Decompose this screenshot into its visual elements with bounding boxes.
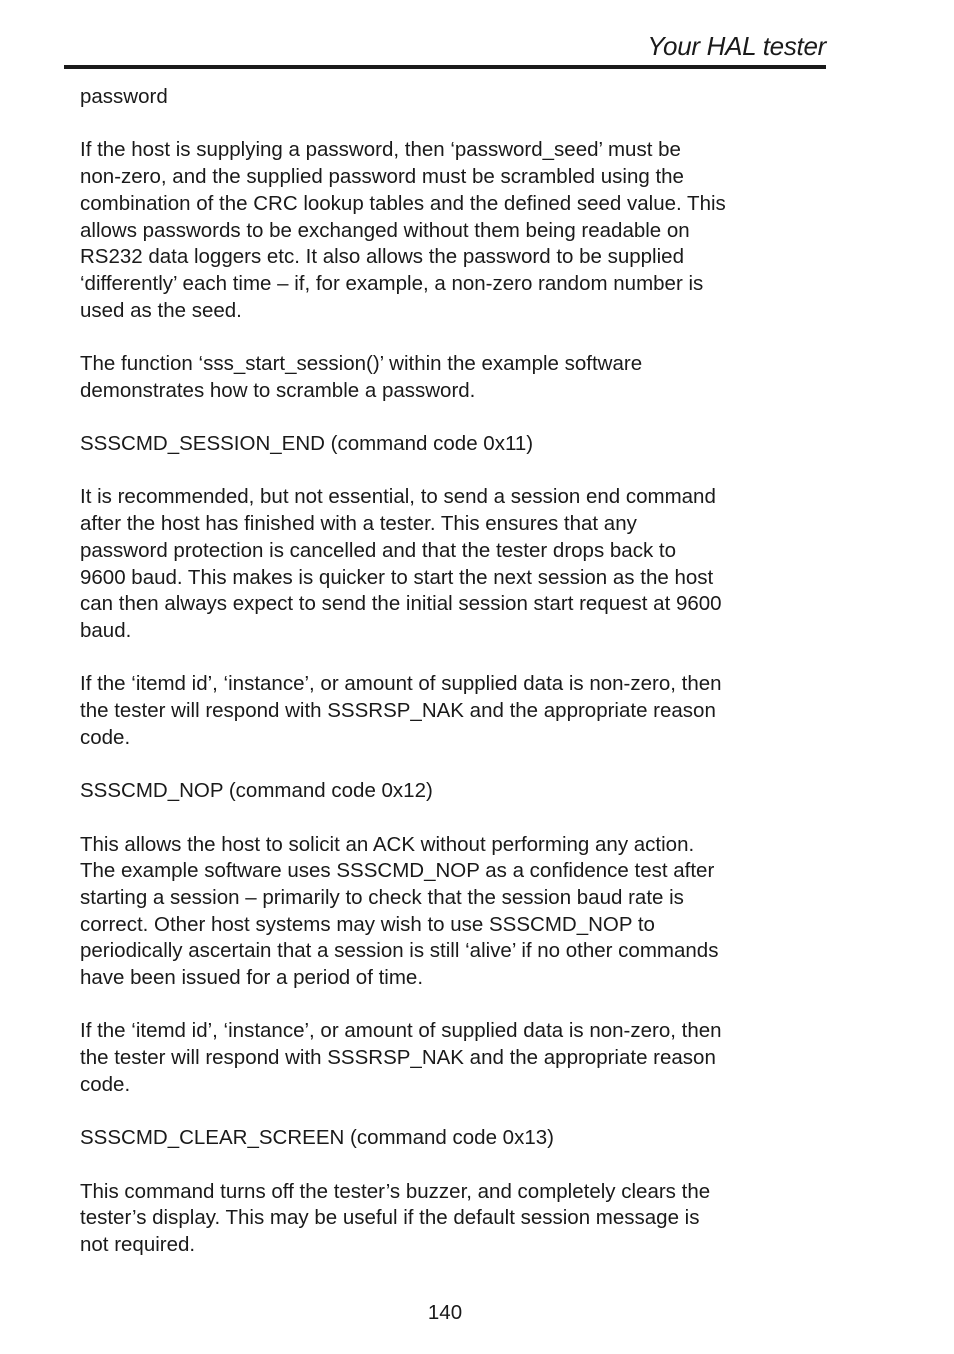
text-line: code. — [80, 725, 131, 749]
text-line: password — [80, 85, 168, 108]
text-line: 9600 baud. This makes is quicker to start the next session as the host — [80, 565, 714, 589]
header-title: Your HAL tester — [647, 31, 826, 61]
text-line: after the host has finished with a tester. This ensures that any — [80, 512, 637, 536]
text-line: SSSCMD_NOP (command code 0x12) — [80, 779, 433, 803]
text-line: can then always expect to send the initial session start request at 9600 — [80, 592, 722, 616]
text-line: used as the seed. — [80, 298, 242, 322]
paragraph — [80, 351, 825, 404]
text-line: It is recommended, but not essential, to send a session end command — [80, 485, 716, 509]
text-line: The example software uses SSSCMD_NOP as a confidence test after — [80, 859, 715, 883]
text-line: demonstrates how to scramble a password. — [80, 378, 476, 402]
text-line: the tester will respond with SSSRSP_NAK and the appropriate reason — [80, 1046, 716, 1070]
paragraph — [80, 778, 825, 805]
text-line: not required. — [80, 1233, 196, 1257]
text-line: If the host is supplying a password, then ‘password_seed’ must be — [80, 138, 681, 162]
text-line: SSSCMD_SESSION_END (command code 0x11) — [80, 432, 534, 456]
paragraph — [80, 832, 825, 992]
text-line: RS232 data loggers etc. It also allows the password to be supplied — [80, 245, 684, 269]
text-line: tester’s display. This may be useful if the default session message is — [80, 1206, 700, 1230]
text-line: ‘differently’ each time – if, for example, a non-zero random number is — [80, 271, 704, 295]
text-line: correct. Other host systems may wish to use SSSCMD_NOP to — [80, 912, 655, 936]
paragraph — [80, 1125, 825, 1152]
document-body — [80, 84, 825, 1285]
header-rule — [64, 65, 826, 69]
paragraph — [80, 84, 825, 111]
page-number: 140 — [427, 1301, 463, 1324]
text-line: the tester will respond with SSSRSP_NAK and the appropriate reason — [80, 699, 716, 723]
paragraph — [80, 137, 825, 324]
text-line: This allows the host to solicit an ACK without performing any action. — [80, 832, 695, 856]
text-line: The function ‘sss_start_session()’ within the example software — [80, 352, 643, 375]
text-line: have been issued for a period of time. — [80, 966, 424, 990]
text-line: baud. — [80, 619, 132, 642]
text-line: combination of the CRC lookup tables and the defined seed value. This — [80, 191, 726, 215]
text-line: code. — [80, 1072, 131, 1096]
page-header — [64, 26, 826, 70]
text-line: If the ‘itemd id’, ‘instance’, or amount of supplied data is non-zero, then — [80, 1019, 722, 1043]
text-line: SSSCMD_CLEAR_SCREEN (command code 0x13) — [80, 1126, 554, 1150]
text-line: starting a session – primarily to check that the session baud rate is — [80, 885, 684, 909]
paragraph — [80, 671, 825, 751]
paragraph — [80, 431, 825, 458]
text-line: allows passwords to be exchanged without them being readable on — [80, 218, 690, 242]
paragraph — [80, 484, 825, 644]
text-line: If the ‘itemd id’, ‘instance’, or amount of supplied data is non-zero, then — [80, 672, 722, 696]
paragraph — [80, 1179, 825, 1259]
text-line: non-zero, and the supplied password must be scrambled using the — [80, 165, 684, 189]
text-line: periodically ascertain that a session is still ‘alive’ if no other commands — [80, 939, 719, 963]
text-line: password protection is cancelled and that the tester drops back to — [80, 538, 676, 562]
paragraph — [80, 1018, 825, 1098]
text-line: This command turns off the tester’s buzzer, and completely clears the — [80, 1179, 711, 1203]
